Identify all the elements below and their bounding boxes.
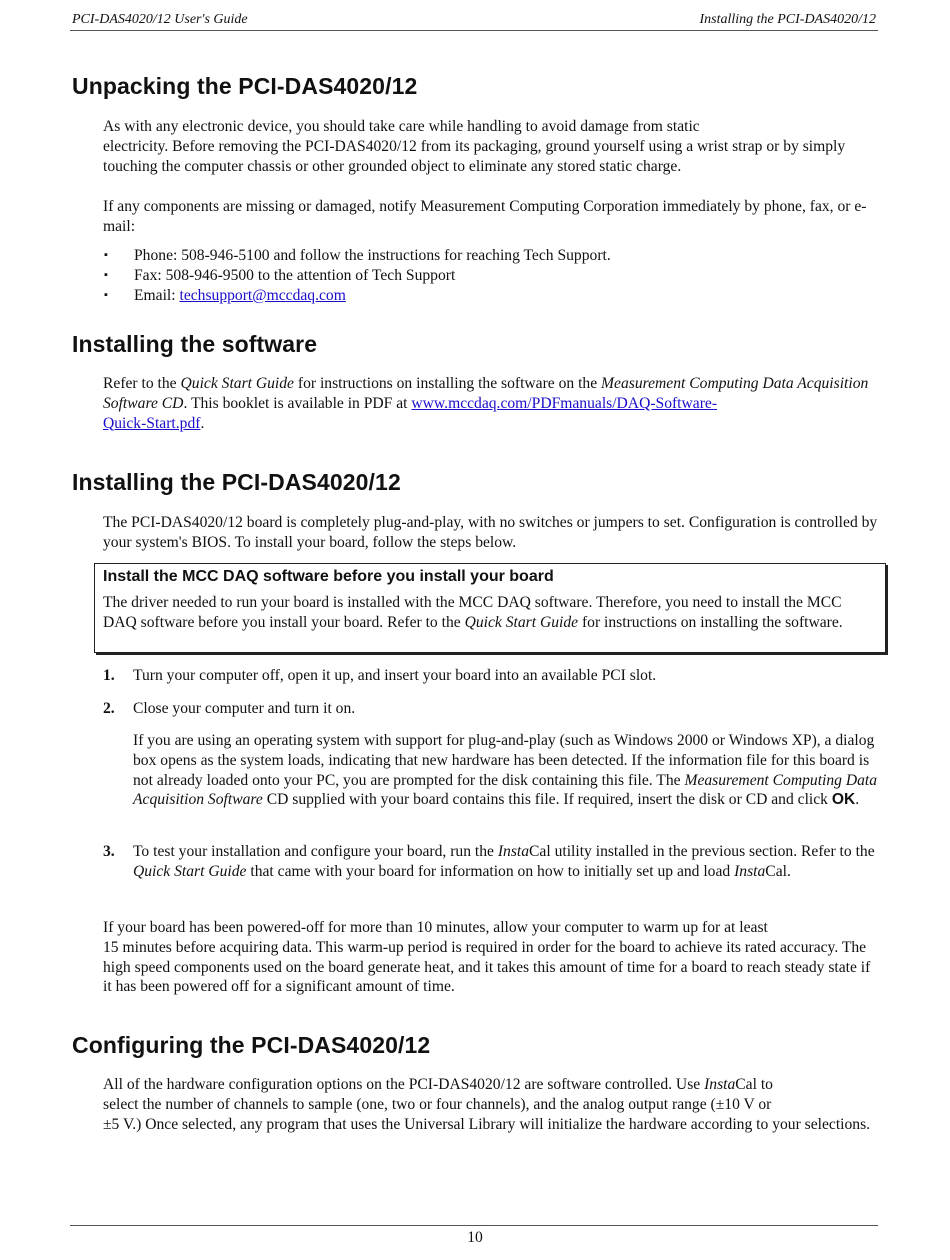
- note-text-2: for instructions on installing the software.: [578, 613, 843, 631]
- heading-configuring: Configuring the PCI-DAS4020/12: [72, 1032, 431, 1058]
- unpacking-paragraph-2: If any components are missing or damaged, notify Measurement Computing Corporation immediately by phone, fax, or e-mail:: [103, 198, 867, 235]
- step-3-text-2: Cal utility installed in the previous section. Refer to the: [529, 843, 875, 860]
- configuring-text-1: All of the hardware configuration options on the PCI-DAS4020/12 are software controlled. Use: [103, 1076, 705, 1093]
- contact-phone: [103, 246, 878, 266]
- unpacking-paragraph-1: [103, 117, 878, 176]
- software-italic-cd-title: Measurement Computing Data Acquisition Software CD: [103, 375, 869, 412]
- note-text-1: The driver needed to run your board is installed with the MCC DAQ software. Therefore, you need to install the MCC DAQ software before you install your board. Refer to the: [103, 594, 842, 631]
- pdf-link-part-1: www.mccdaq.com/PDFmanuals/DAQ-Software-: [411, 394, 718, 412]
- step-2-detail-text-3: .: [855, 791, 860, 809]
- installing-intro: The PCI-DAS4020/12 board is completely plug-and-play, with no switches or jumpers to set. Configuration is controlled by your system's BIOS. To install your board, follow the steps below.: [103, 514, 878, 551]
- bullet-mark: ▪: [104, 268, 108, 281]
- ok-button-label: OK: [831, 791, 856, 809]
- note-box: [94, 563, 886, 653]
- warmup-rest: 15 minutes before acquiring data. This warm-up period is required in order for the board to achieve its rated accuracy. The high speed components used on the board generate heat, and it takes this amount of time for a board to reach steady state if it has been powered off for a significant amount of time.: [103, 938, 871, 996]
- configuring-italic-insta: Insta: [704, 1076, 736, 1093]
- software-italic-quick-start: Quick Start Guide: [180, 375, 294, 392]
- configuring-paragraph: [103, 1075, 878, 1134]
- header-guide-title: PCI-DAS4020/12 User's Guide: [72, 12, 248, 27]
- contact-list: [103, 246, 878, 305]
- configuring-text-2: Cal to: [735, 1076, 773, 1093]
- heading-unpacking: Unpacking the PCI-DAS4020/12: [72, 73, 418, 99]
- step-3-text-4: Cal.: [765, 862, 791, 880]
- step-1-text: Turn your computer off, open it up, and insert your board into an available PCI slot.: [133, 667, 657, 684]
- heading-installing-software: Installing the software: [72, 331, 318, 357]
- step-2-number: 2.: [103, 700, 115, 717]
- software-text-3: . This booklet is available in PDF at: [183, 394, 412, 412]
- step-2-detail-italic: Measurement Computing Data Acquisition Software: [133, 771, 878, 809]
- note-italic-quick-start: Quick Start Guide: [464, 613, 579, 631]
- configuring-rest: ±5 V.) Once selected, any program that uses the Universal Library will initialize the hardware according to your selections.: [103, 1115, 871, 1133]
- step-3-text-1: To test your installation and configure your board, run the: [133, 843, 498, 860]
- step-3-italic-insta: Insta: [497, 843, 530, 860]
- step-3-italic-insta-2: Insta: [734, 862, 766, 880]
- software-text-2: for instructions on installing the software on the: [293, 375, 602, 392]
- note-body: [103, 593, 878, 633]
- contact-phone-text: Phone: 508-946-5100 and follow the instructions for reaching Tech Support.: [134, 247, 611, 264]
- software-paragraph: [103, 374, 878, 433]
- contact-fax-text: Fax: 508-946-9500 to the attention of Tech Support: [134, 266, 456, 284]
- heading-installing-board: Installing the PCI-DAS4020/12: [72, 469, 401, 495]
- software-text-1: Refer to the: [103, 375, 181, 392]
- configuring-line-2: select the number of channels to sample (one, two or four channels), and the analog output range (±10 V or: [103, 1095, 772, 1113]
- step-3-italic-quick-start: Quick Start Guide: [133, 862, 247, 880]
- step-2-detail-text-2: CD supplied with your board contains this file. If required, insert the disk or CD and click: [262, 791, 832, 809]
- step-2-detail-text-1: If you are using an operating system with support for plug-and-play (such as Windows 2000 or Windows XP), a dialog box opens as the system loads, indicating that new hardware has been detected. If the information file for this board is not already loaded onto your PC, you are prompted for the disk containing this file. The: [133, 732, 875, 789]
- bullet-mark: ▪: [104, 249, 108, 261]
- contact-email-prefix: Email:: [134, 286, 180, 304]
- step-3-text-3: that came with your board for information on how to initially set up and load: [246, 862, 735, 880]
- step-3-text: [133, 842, 878, 882]
- note-title: Install the MCC DAQ software before you install your board: [103, 568, 554, 585]
- unpacking-p1-rest: electricity. Before removing the PCI-DAS4020/12 from its packaging, ground yourself using a wrist strap or by simply touching the computer chassis or other grounded object to eliminate any stored static charge.: [103, 137, 846, 175]
- contact-email: [103, 286, 878, 306]
- warmup-line-1: If your board has been powered-off for more than 10 minutes, allow your computer to warm up for at least: [103, 919, 768, 936]
- pdf-link-part-2: Quick-Start.pdf: [103, 414, 201, 432]
- software-text-4: .: [200, 414, 205, 432]
- step-2-text: Close your computer and turn it on.: [133, 700, 356, 717]
- bullet-mark: ▪: [104, 288, 108, 301]
- running-header: [70, 10, 878, 31]
- header-chapter-title: Installing the PCI-DAS4020/12: [699, 12, 876, 27]
- step-2-detail: [133, 731, 878, 810]
- page-number: 10: [467, 1229, 483, 1246]
- contact-fax: [103, 266, 878, 286]
- warmup-paragraph: [103, 918, 878, 997]
- step-3-number: 3.: [103, 843, 115, 860]
- step-1-number: 1.: [103, 667, 115, 684]
- unpacking-p1-line1: As with any electronic device, you should take care while handling to avoid damage from static: [103, 118, 700, 135]
- email-link[interactable]: techsupport@mccdaq.com: [179, 286, 346, 304]
- footer-rule: [70, 1225, 878, 1226]
